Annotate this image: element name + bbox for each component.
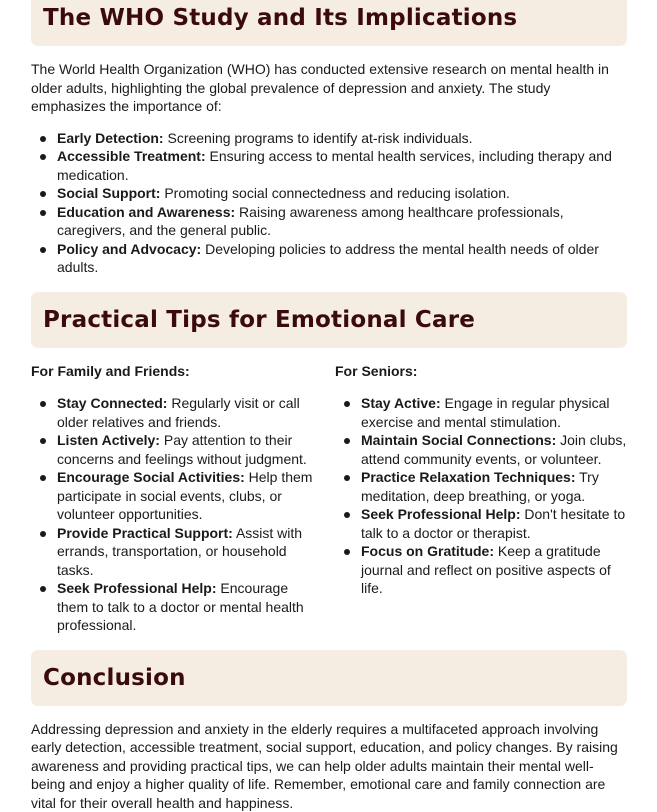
list-item-label: Stay Connected: (57, 395, 167, 411)
list-item (31, 129, 627, 148)
list-item-label: Focus on Gratitude: (361, 543, 494, 559)
list-item-label: Education and Awareness: (57, 204, 235, 220)
list-item-label: Provide Practical Support: (57, 525, 233, 541)
list-item (335, 468, 627, 505)
list-item (31, 394, 323, 431)
conclusion-section-header (31, 650, 627, 706)
list-item (31, 240, 627, 277)
list-item (31, 468, 323, 524)
list-item (31, 147, 627, 184)
conclusion-section-title: Conclusion (43, 665, 186, 691)
list-item (31, 203, 627, 240)
list-item (335, 542, 627, 598)
list-item-text: Raising awareness among healthcare professionals, caregivers, and the general public. (57, 204, 564, 239)
list-item-label: Seek Professional Help: (57, 580, 217, 596)
list-item (31, 579, 323, 635)
tips-section-header (31, 292, 627, 348)
document-page (31, 0, 627, 812)
list-item-label: Encourage Social Activities: (57, 469, 245, 485)
list-item (31, 431, 323, 468)
who-intro-paragraph: The World Health Organization (WHO) has conducted extensive research on mental health in older adults, highlighting the global prevalence of depression and anxiety. The study emphasizes the importance of: (31, 60, 627, 116)
list-item-text: Screening programs to identify at-risk individuals. (164, 130, 473, 146)
list-item (335, 431, 627, 468)
list-item-label: Listen Actively: (57, 432, 160, 448)
family-list (31, 394, 323, 635)
who-list (31, 129, 627, 277)
list-item-text: Try meditation, deep breathing, or yoga. (361, 469, 599, 504)
list-item-text: Developing policies to address the mental health needs of older adults. (57, 241, 599, 276)
seniors-list (335, 394, 627, 598)
list-item-label: Stay Active: (361, 395, 441, 411)
list-item-label: Practice Relaxation Techniques: (361, 469, 575, 485)
list-item-text: Don't hesitate to talk to a doctor or therapist. (361, 506, 625, 541)
list-item-text: Assist with errands, transportation, or household tasks. (57, 525, 302, 578)
list-item-label: Maintain Social Connections: (361, 432, 556, 448)
family-heading: For Family and Friends: (31, 362, 323, 381)
list-item (335, 505, 627, 542)
list-item-text: Ensuring access to mental health services, including therapy and medication. (57, 148, 612, 183)
list-item-text: Promoting social connectedness and reducing isolation. (160, 185, 509, 201)
list-item-label: Seek Professional Help: (361, 506, 521, 522)
list-item-text: Regularly visit or call older relatives and friends. (57, 395, 300, 430)
family-column (31, 362, 323, 635)
list-item (335, 394, 627, 431)
list-item-text: Keep a gratitude journal and reflect on positive aspects of life. (361, 543, 611, 596)
list-item-label: Social Support: (57, 185, 160, 201)
tips-columns (31, 362, 627, 635)
list-item-text: Engage in regular physical exercise and mental stimulation. (361, 395, 610, 430)
list-item (31, 184, 627, 203)
seniors-column (335, 362, 627, 635)
seniors-heading: For Seniors: (335, 362, 627, 381)
conclusion-paragraph: Addressing depression and anxiety in the elderly requires a multifaceted approach involving early detection, accessible treatment, social support, education, and policy changes. By raising awareness and providing practical tips, we can help older adults maintain their mental well-being and enjoy a higher quality of life. Remember, emotional care and family connection are vital for their overall health and happiness. (31, 720, 627, 812)
list-item-text: Join clubs, attend community events, or volunteer. (361, 432, 626, 467)
list-item-text: Help them participate in social events, clubs, or volunteer opportunities. (57, 469, 312, 522)
who-section-title: The WHO Study and Its Implications (43, 5, 517, 31)
list-item-label: Accessible Treatment: (57, 148, 206, 164)
list-item-label: Early Detection: (57, 130, 164, 146)
list-item (31, 524, 323, 580)
tips-section-title: Practical Tips for Emotional Care (43, 307, 475, 333)
list-item-text: Pay attention to their concerns and feelings without judgment. (57, 432, 307, 467)
who-section-header (31, 0, 627, 46)
list-item-label: Policy and Advocacy: (57, 241, 201, 257)
list-item-text: Encourage them to talk to a doctor or mental health professional. (57, 580, 304, 633)
